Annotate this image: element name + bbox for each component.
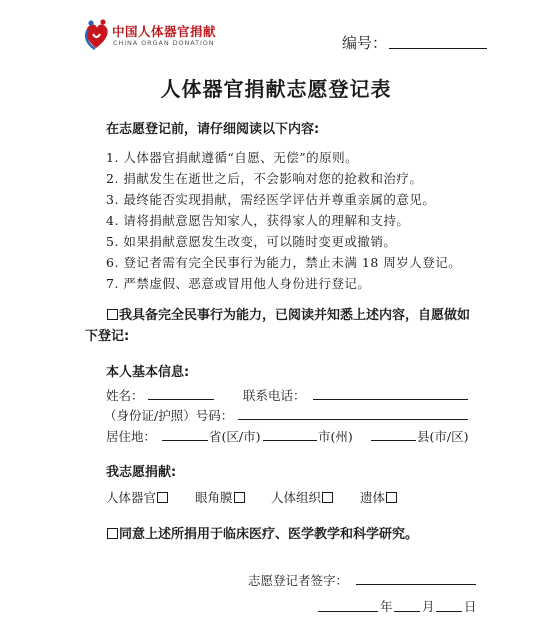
- declaration-checkbox[interactable]: [107, 309, 118, 320]
- list-item: 7. 严禁虚假、恶意或冒用他人身份进行登记。: [106, 276, 371, 291]
- id-number-field[interactable]: [238, 419, 468, 420]
- list-item: 6. 登记者需有完全民事行为能力，禁止未满 18 周岁人登记。: [106, 255, 462, 270]
- donation-option-label: 人体组织: [271, 490, 322, 505]
- id-label: （身份证/护照）号码：: [104, 408, 234, 423]
- declaration-text: 我具备完全民事行为能力，已阅读并知悉上述内容，自愿做如: [119, 308, 471, 323]
- list-item: 5. 如果捐献意愿发生改变，可以随时变更或撤销。: [106, 234, 397, 249]
- consent-line: [106, 523, 418, 542]
- tissue-checkbox[interactable]: [322, 492, 333, 503]
- serial-number-field[interactable]: [389, 48, 487, 49]
- logo-english-text: CHINA ORGAN DONATION: [113, 39, 215, 47]
- form-title: 人体器官捐献志愿登记表: [160, 77, 392, 101]
- donation-heading: 我志愿捐献:: [106, 465, 177, 480]
- month-label: 月: [422, 599, 435, 614]
- donation-option-tissue: [271, 488, 334, 506]
- signature-label: 志愿登记者签字：: [248, 573, 349, 588]
- donation-option-body: [360, 488, 398, 506]
- list-item: 1. 人体器官捐献遵循“自愿、无偿”的原则。: [106, 150, 359, 165]
- serial-number-label: 编号：: [342, 34, 388, 52]
- donation-option-organ: [106, 488, 169, 506]
- intro-heading: 在志愿登记前，请仔细阅读以下内容:: [106, 122, 320, 137]
- province-label: 省(区/市): [209, 429, 261, 444]
- consent-checkbox[interactable]: [107, 528, 118, 539]
- basic-info-heading: 本人基本信息:: [106, 365, 190, 380]
- phone-label: 联系电话：: [243, 388, 306, 403]
- consent-text: 同意上述所捐用于临床医疗、医学教学和科学研究。: [119, 527, 419, 542]
- logo-chinese-text: 中国人体器官捐献: [112, 24, 217, 39]
- list-item: 2. 捐献发生在逝世之后，不会影响对您的抢救和治疗。: [106, 171, 423, 186]
- organ-checkbox[interactable]: [157, 492, 168, 503]
- list-item: 4. 请将捐献意愿告知家人，获得家人的理解和支持。: [106, 213, 410, 228]
- province-field[interactable]: [162, 440, 208, 441]
- county-field[interactable]: [371, 440, 416, 441]
- list-item: 3. 最终能否实现捐献，需经医学评估并尊重亲属的意见。: [106, 192, 436, 207]
- year-field[interactable]: [318, 611, 378, 612]
- cornea-checkbox[interactable]: [234, 492, 245, 503]
- body-checkbox[interactable]: [386, 492, 397, 503]
- city-field[interactable]: [263, 440, 317, 441]
- month-field[interactable]: [394, 611, 420, 612]
- signature-field[interactable]: [356, 584, 476, 585]
- name-label: 姓名：: [106, 388, 144, 403]
- donation-option-label: 眼角膜: [195, 490, 233, 505]
- donation-option-cornea: [195, 488, 246, 506]
- day-label: 日: [464, 599, 477, 614]
- county-label: 县(市/区): [417, 429, 469, 444]
- phone-field[interactable]: [313, 399, 468, 400]
- day-field[interactable]: [436, 611, 462, 612]
- declaration-line-2: 下登记:: [85, 329, 130, 344]
- name-field[interactable]: [148, 399, 214, 400]
- city-label: 市(州): [318, 429, 353, 444]
- declaration-line-1: [106, 304, 470, 323]
- donation-option-label: 遗体: [360, 490, 386, 505]
- year-label: 年: [380, 599, 393, 614]
- donation-option-label: 人体器官: [106, 490, 157, 505]
- residence-label: 居住地：: [106, 429, 157, 444]
